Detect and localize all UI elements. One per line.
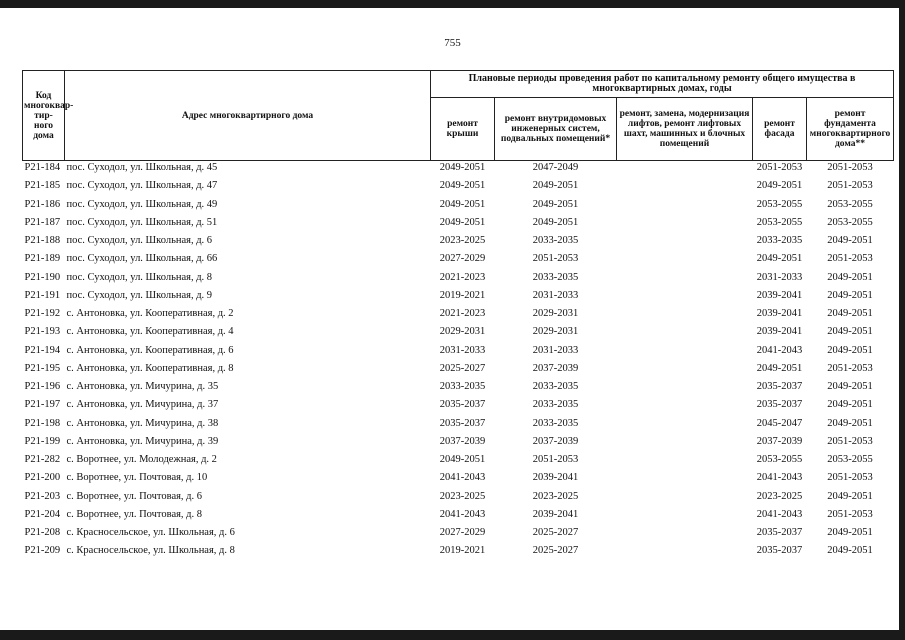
cell-code: P21-195 — [24, 362, 61, 374]
cell-engineering: 2031-2033 — [532, 344, 579, 356]
cell-facade: 2035-2037 — [756, 545, 803, 557]
cell-foundation: 2049-2051 — [827, 490, 873, 502]
table-row — [23, 161, 894, 180]
cell-roof: 2023-2025 — [439, 235, 486, 246]
cell-foundation: 2049-2051 — [827, 417, 873, 429]
cell-code: P21-184 — [23, 161, 65, 180]
table-row — [23, 471, 894, 489]
table-row — [23, 398, 894, 416]
cell-facade: 2041-2043 — [756, 344, 803, 356]
cell-elevators — [617, 526, 753, 544]
cell-code: P21-204 — [24, 508, 61, 520]
cell-address: пос. Суходол, ул. Школьная, д. 9 — [66, 289, 213, 301]
table-row — [23, 271, 894, 289]
cell-elevators — [617, 234, 753, 252]
cell-code: P21-192 — [24, 308, 61, 319]
cell-engineering: 2037-2039 — [532, 435, 579, 447]
cell-elevators — [617, 161, 753, 180]
cell-address: с. Антоновка, ул. Мичурина, д. 38 — [66, 417, 219, 429]
cell-elevators — [617, 307, 753, 325]
cell-address: с. Антоновка, ул. Мичурина, д. 39 — [66, 435, 219, 447]
cell-code: P21-197 — [24, 399, 61, 411]
cell-foundation: 2051-2053 — [827, 253, 873, 265]
cell-engineering: 2033-2035 — [532, 381, 579, 392]
cell-foundation: 2049-2051 — [827, 381, 873, 392]
cell-foundation: 2051-2053 — [827, 508, 873, 520]
cell-address: пос. Суходол, ул. Школьная, д. 8 — [66, 271, 213, 283]
cell-address: с. Воротнее, ул. Молодежная, д. 2 — [66, 454, 217, 465]
cell-roof: 2027-2029 — [439, 527, 486, 538]
cell-address: с. Воротнее, ул. Почтовая, д. 10 — [66, 472, 208, 484]
cell-roof: 2031-2033 — [439, 344, 486, 356]
table-row — [23, 289, 894, 307]
cell-elevators — [617, 490, 753, 508]
cell-code: P21-203 — [24, 490, 61, 502]
cell-foundation: 2049-2051 — [827, 235, 873, 246]
cell-foundation: 2049-2051 — [827, 344, 873, 356]
cell-facade: 2031-2033 — [756, 271, 803, 283]
table-row — [23, 234, 894, 252]
cell-engineering: 2051-2053 — [532, 454, 579, 465]
header-foundation: ремонт фундамента многоквартирного дома** — [807, 98, 894, 161]
cell-roof: 2037-2039 — [439, 435, 486, 447]
cell-facade: 2049-2051 — [756, 180, 803, 192]
cell-code: P21-196 — [24, 381, 61, 392]
scan-border-top — [0, 0, 905, 8]
cell-elevators — [617, 289, 753, 307]
cell-elevators — [617, 252, 753, 270]
cell-facade: 2039-2041 — [756, 308, 803, 319]
cell-foundation: 2049-2051 — [827, 308, 873, 319]
cell-elevators — [617, 453, 753, 471]
cell-engineering: 2033-2035 — [532, 399, 579, 411]
cell-elevators — [617, 435, 753, 453]
header-roof: ремонт крыши — [431, 98, 495, 161]
table-row — [23, 526, 894, 544]
table-row — [23, 252, 894, 270]
cell-engineering: 2039-2041 — [532, 472, 579, 484]
cell-foundation: 2049-2051 — [827, 326, 873, 338]
table-row — [23, 508, 894, 526]
cell-address: с. Антоновка, ул. Кооперативная, д. 8 — [66, 362, 234, 374]
cell-elevators — [617, 198, 753, 216]
cell-facade: 2035-2037 — [756, 399, 803, 411]
page-number: 755 — [444, 37, 461, 49]
cell-engineering: 2051-2053 — [532, 253, 579, 265]
cell-facade: 2035-2037 — [756, 381, 803, 392]
cell-roof: 2021-2023 — [439, 271, 486, 283]
cell-address: с. Антоновка, ул. Кооперативная, д. 2 — [66, 308, 234, 319]
cell-code: P21-186 — [24, 198, 61, 210]
cell-foundation: 2049-2051 — [827, 527, 873, 538]
cell-address: с. Антоновка, ул. Мичурина, д. 37 — [66, 399, 219, 411]
table-row — [23, 179, 894, 197]
cell-foundation: 2049-2051 — [827, 399, 873, 411]
cell-address: пос. Суходол, ул. Школьная, д. 47 — [66, 180, 218, 192]
cell-elevators — [617, 325, 753, 343]
header-code: Код многоквар- тир- ного дома — [23, 71, 65, 161]
cell-engineering: 2049-2051 — [532, 180, 579, 192]
cell-foundation: 2051-2053 — [827, 180, 873, 192]
cell-elevators — [617, 344, 753, 362]
cell-address: с. Воротнее, ул. Почтовая, д. 8 — [66, 508, 203, 520]
cell-code: P21-199 — [24, 435, 61, 447]
cell-foundation: 2049-2051 — [827, 289, 873, 301]
cell-engineering: 2033-2035 — [532, 235, 579, 246]
cell-foundation: 2049-2051 — [827, 545, 873, 557]
scan-border-right — [899, 0, 905, 640]
cell-facade: 2039-2041 — [756, 289, 803, 301]
cell-engineering: 2049-2051 — [532, 216, 579, 228]
cell-facade: 2053-2055 — [756, 216, 803, 228]
cell-roof: 2041-2043 — [439, 472, 486, 484]
cell-code: P21-185 — [24, 180, 61, 192]
cell-foundation: 2053-2055 — [827, 216, 873, 228]
cell-foundation: 2049-2051 — [827, 271, 873, 283]
cell-facade: 2053-2055 — [756, 454, 803, 465]
table-row — [23, 544, 894, 562]
header-engineering: ремонт внутридомовых инженерных систем, подвальных помещений* — [495, 98, 617, 161]
table-row — [23, 435, 894, 453]
cell-code: P21-190 — [24, 271, 61, 283]
cell-foundation: 2053-2055 — [827, 198, 873, 210]
cell-engineering: 2029-2031 — [532, 308, 579, 319]
header-elevators: ремонт, замена, модернизация лифтов, ремонт лифтовых шахт, машинных и блочных помещений — [617, 98, 753, 161]
cell-engineering: 2031-2033 — [532, 289, 579, 301]
cell-address: с. Красносельское, ул. Школьная, д. 8 — [66, 545, 235, 557]
cell-code: P21-189 — [24, 253, 61, 265]
cell-engineering: 2023-2025 — [532, 490, 579, 502]
cell-engineering: 2025-2027 — [532, 545, 579, 557]
table-row — [23, 198, 894, 216]
cell-facade: 2049-2051 — [756, 253, 803, 265]
cell-facade: 2045-2047 — [756, 417, 803, 429]
cell-facade: 2041-2043 — [756, 472, 803, 484]
cell-code: P21-200 — [24, 472, 61, 484]
table-row — [23, 325, 894, 343]
cell-code: P21-188 — [24, 235, 61, 246]
cell-roof: 2049-2051 — [439, 198, 486, 210]
cell-address: пос. Суходол, ул. Школьная, д. 45 — [65, 161, 431, 180]
table-row — [23, 453, 894, 471]
cell-foundation: 2051-2053 — [827, 435, 873, 447]
cell-facade: 2041-2043 — [756, 508, 803, 520]
cell-facade: 2051-2053 — [753, 161, 807, 180]
cell-address: с. Красносельское, ул. Школьная, д. 6 — [66, 527, 235, 538]
cell-facade: 2023-2025 — [756, 490, 803, 502]
table-row — [23, 362, 894, 380]
cell-address: пос. Суходол, ул. Школьная, д. 49 — [66, 198, 218, 210]
cell-roof: 2019-2021 — [439, 545, 486, 557]
cell-address: пос. Суходол, ул. Школьная, д. 66 — [66, 253, 218, 265]
cell-roof: 2027-2029 — [439, 253, 486, 265]
cell-facade: 2053-2055 — [756, 198, 803, 210]
cell-address: пос. Суходол, ул. Школьная, д. 6 — [66, 235, 213, 246]
cell-roof: 2023-2025 — [439, 490, 486, 502]
cell-engineering: 2033-2035 — [532, 271, 579, 283]
cell-foundation: 2051-2053 — [807, 161, 894, 180]
cell-roof: 2025-2027 — [439, 362, 486, 374]
cell-facade: 2035-2037 — [756, 527, 803, 538]
cell-elevators — [617, 398, 753, 416]
cell-address: пос. Суходол, ул. Школьная, д. 51 — [66, 216, 218, 228]
cell-elevators — [617, 544, 753, 562]
cell-address: с. Антоновка, ул. Кооперативная, д. 6 — [66, 344, 234, 356]
cell-address: с. Антоновка, ул. Кооперативная, д. 4 — [66, 326, 234, 338]
cell-roof: 2049-2051 — [439, 216, 486, 228]
cell-address: с. Воротнее, ул. Почтовая, д. 6 — [66, 490, 203, 502]
cell-foundation: 2051-2053 — [827, 472, 873, 484]
table-row — [23, 417, 894, 435]
cell-roof: 2035-2037 — [439, 417, 486, 429]
cell-engineering: 2025-2027 — [532, 527, 579, 538]
cell-elevators — [617, 380, 753, 398]
cell-engineering: 2029-2031 — [532, 326, 579, 338]
cell-roof: 2041-2043 — [439, 508, 486, 520]
cell-code: P21-198 — [24, 417, 61, 429]
cell-address: с. Антоновка, ул. Мичурина, д. 35 — [66, 381, 219, 392]
cell-roof: 2049-2051 — [439, 454, 486, 465]
cell-code: P21-187 — [24, 216, 61, 228]
cell-facade: 2039-2041 — [756, 326, 803, 338]
cell-roof: 2019-2021 — [439, 289, 486, 301]
cell-code: P21-282 — [24, 454, 61, 465]
cell-foundation: 2053-2055 — [827, 454, 873, 465]
cell-engineering: 2039-2041 — [532, 508, 579, 520]
cell-roof: 2029-2031 — [439, 326, 486, 338]
cell-engineering: 2033-2035 — [532, 417, 579, 429]
cell-foundation: 2051-2053 — [827, 362, 873, 374]
cell-roof: 2035-2037 — [439, 399, 486, 411]
table-row — [23, 344, 894, 362]
cell-roof: 2033-2035 — [439, 381, 486, 392]
cell-elevators — [617, 179, 753, 197]
cell-code: P21-193 — [24, 326, 61, 338]
cell-elevators — [617, 508, 753, 526]
cell-roof: 2049-2051 — [439, 180, 486, 192]
cell-elevators — [617, 271, 753, 289]
table-row — [23, 216, 894, 234]
cell-engineering: 2047-2049 — [495, 161, 617, 180]
table-row — [23, 307, 894, 325]
cell-code: P21-194 — [24, 344, 61, 356]
cell-code: P21-209 — [24, 545, 61, 557]
header-periods: Плановые периоды проведения работ по капитальному ремонту общего имущества в многоквартирных домах, годы — [431, 71, 894, 98]
header-facade: ремонт фасада — [753, 98, 807, 161]
cell-elevators — [617, 362, 753, 380]
cell-engineering: 2037-2039 — [532, 362, 579, 374]
cell-roof: 2021-2023 — [439, 308, 486, 319]
cell-facade: 2037-2039 — [756, 435, 803, 447]
cell-facade: 2049-2051 — [756, 362, 803, 374]
table-row — [23, 490, 894, 508]
cell-engineering: 2049-2051 — [532, 198, 579, 210]
cell-elevators — [617, 471, 753, 489]
cell-code: P21-191 — [24, 289, 61, 301]
table-row — [23, 380, 894, 398]
cell-roof: 2049-2051 — [431, 161, 495, 180]
cell-facade: 2033-2035 — [756, 235, 803, 246]
cell-elevators — [617, 417, 753, 435]
cell-code: P21-208 — [24, 527, 61, 538]
cell-elevators — [617, 216, 753, 234]
scan-border-bottom — [0, 630, 905, 640]
repair-schedule-table — [22, 70, 894, 563]
header-address: Адрес многоквартирного дома — [65, 71, 431, 161]
table-body — [23, 161, 894, 563]
